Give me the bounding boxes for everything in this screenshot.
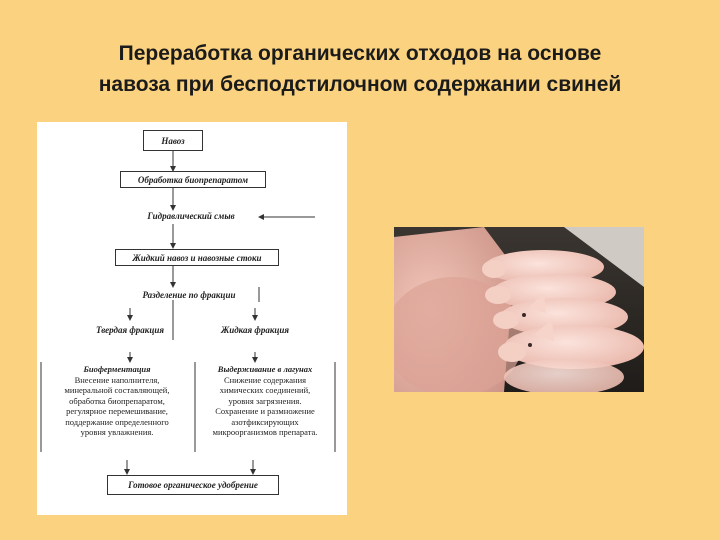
- biofermentation-title: Биоферментация: [83, 364, 151, 374]
- lagoon-line: уровня загрязнения.: [228, 395, 302, 406]
- lagoon-line: азотфиксирующих: [231, 416, 299, 427]
- biofermentation-column: [43, 364, 191, 438]
- slide-title-line-1: Переработка органических отходов на основе: [118, 42, 602, 65]
- lagoon-line: микроорганизмов препарата.: [212, 427, 318, 437]
- final-fertilizer-box: [107, 475, 279, 495]
- step-flush-label: Гидравлический смыв: [147, 211, 235, 221]
- biofermentation-line: обработка биопрепаратом,: [69, 395, 165, 406]
- biofermentation-line: Внесение наполнителя,: [74, 374, 160, 385]
- lagoon-line: Сохранение и размножение: [215, 406, 315, 416]
- manure-processing-flowchart: [37, 122, 347, 515]
- biofermentation-line: поддержание определенного: [65, 416, 169, 427]
- biofermentation-line: уровня увлажнения.: [80, 427, 154, 437]
- lagoon-line: Снижение содержания: [223, 374, 307, 385]
- step-separation-label: Разделение по фракции: [142, 290, 236, 300]
- lagoon-line: химических соединений,: [219, 385, 311, 395]
- biofermentation-line: регулярное перемешивание,: [66, 406, 168, 416]
- slide-title-line-2: навоза при бесподстилочном содержании свиней: [98, 73, 622, 96]
- step-manure-box: [143, 130, 203, 151]
- step-liquid-label: Жидкий навоз и навозные стоки: [132, 252, 262, 263]
- lagoon-title: Выдерживание в лагунах: [217, 364, 313, 374]
- piglets-photo: [394, 227, 644, 392]
- slide-title: [0, 38, 720, 100]
- final-fertilizer-label: Готовое органическое удобрение: [128, 480, 258, 490]
- step-treatment-label: Обработка биопрепаратом: [137, 174, 249, 185]
- liquid-fraction-label: Жидкая фракция: [220, 325, 290, 335]
- piglets-illustration: [394, 227, 644, 392]
- solid-fraction-label: Твердая фракция: [96, 325, 164, 335]
- biofermentation-line: минеральной составляющей,: [64, 385, 170, 395]
- step-manure-label: Навоз: [161, 135, 185, 146]
- step-liquid-box: [115, 249, 279, 266]
- step-treatment-box: [120, 171, 266, 188]
- lagoon-column: [197, 364, 333, 438]
